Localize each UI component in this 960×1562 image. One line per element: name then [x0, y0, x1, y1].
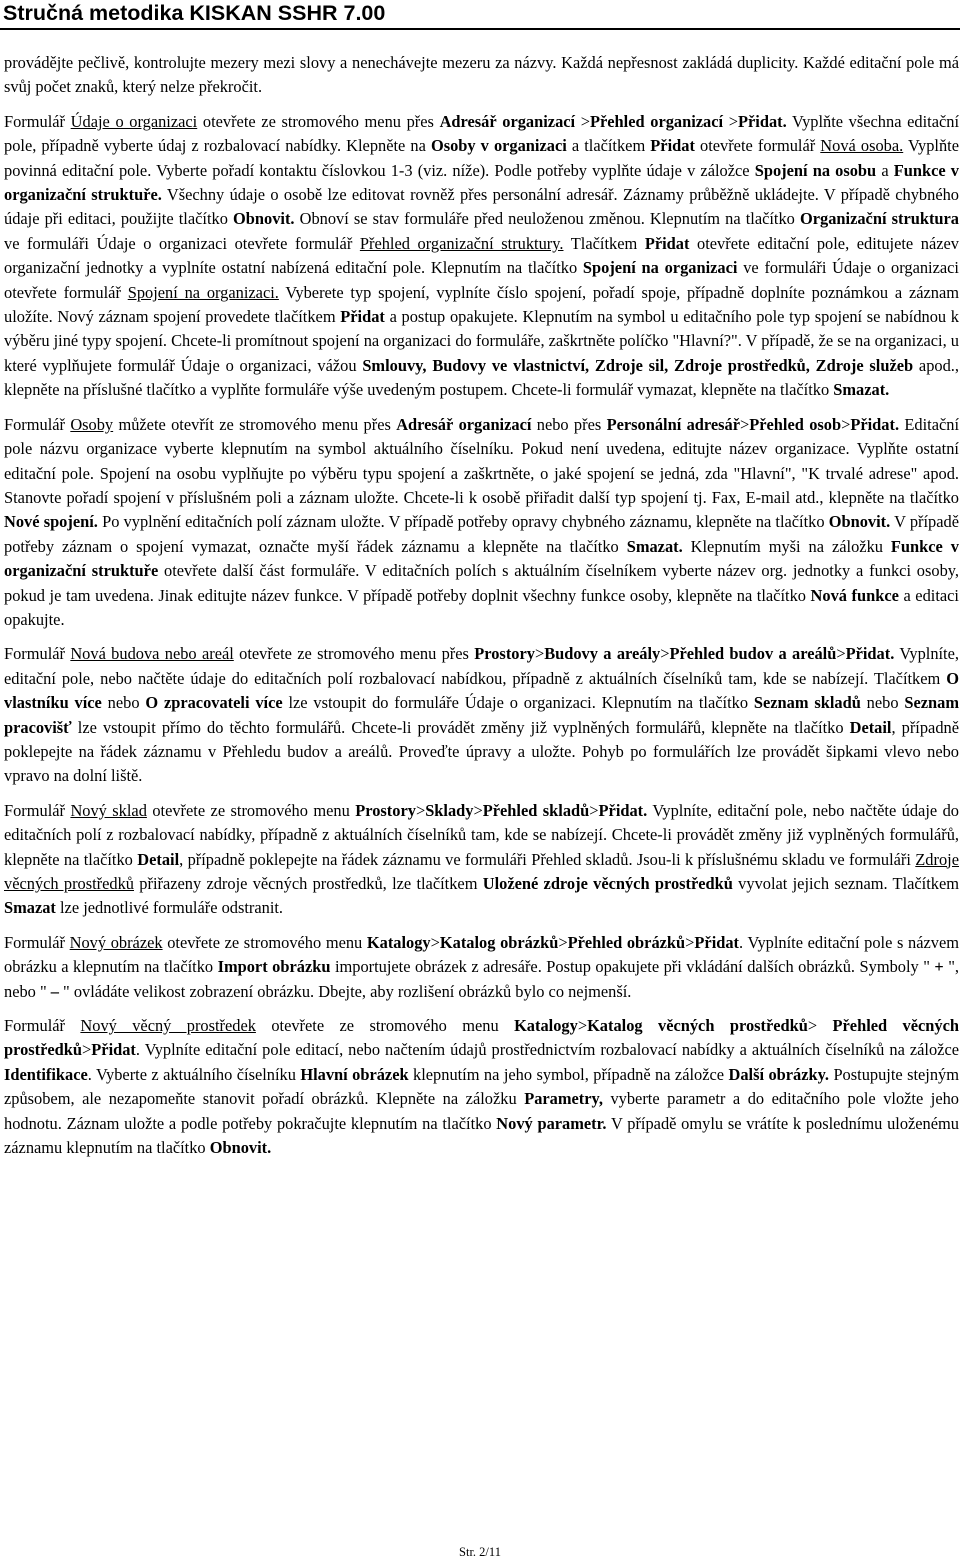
paragraph — [4, 1014, 959, 1160]
text-run: a tlačítkem — [566, 136, 651, 156]
bold-term: Spojení na osobu — [754, 160, 877, 180]
header-rule — [0, 28, 960, 30]
bold-term: Přidat — [650, 136, 695, 156]
bold-term: Smazat. — [626, 536, 683, 556]
text-run: a editaci opakujte. — [4, 585, 959, 629]
text-run: můžete otevřít ze stromového menu přes — [113, 414, 397, 434]
text-run: otevřete editační pole, editujete název organizační jednotky a vyplníte ostatní nabízená editační pole. Klepnutím na tlačítko — [4, 233, 959, 278]
bold-term: Spojení na organizaci — [582, 258, 738, 278]
text-run: lze jednotlivé formuláře odstranit. — [55, 898, 284, 918]
text-run: > — [685, 932, 695, 952]
bold-term: O vlastníku více — [4, 668, 959, 713]
text-run: otevřete formulář — [694, 136, 821, 156]
paragraph — [4, 110, 959, 403]
text-run: > — [534, 644, 545, 664]
bold-term: Funkce v organizační struktuře. — [4, 160, 960, 205]
text-run: lze vstoupit do formuláře Údaje o organizaci. Klepnutím na tlačítko — [282, 693, 754, 713]
bold-term: Další obrázky. — [728, 1064, 830, 1084]
bold-term: Osoby v organizaci — [430, 136, 567, 156]
bold-term: Import obrázku — [217, 957, 331, 977]
form-name: Údaje o organizaci — [70, 111, 198, 131]
bold-term: Detail — [849, 717, 892, 737]
bold-term: Parametry, — [524, 1089, 603, 1109]
bold-term: Přidat. — [845, 644, 895, 664]
bold-term: Nový parametr. — [496, 1113, 607, 1133]
bold-term: Přehled skladů — [482, 800, 590, 820]
text-run: Vyberete typ spojení, vyplníte číslo spojení, pořadí spoje, případně doplníte poznámkou a záznam uložíte. Nový záznam spojení provedete tlačítkem — [4, 282, 959, 327]
bold-term: Uložené zdroje věcných prostředků — [482, 874, 733, 893]
text-run: a postup opakujete. Klepnutím na symbol u editačního pole typ spojení se nabídnou k výběru jiné typy spojení. Chcete-li promítnout spojení na organizaci do formuláře, zaškrtněte políčko "Hlavní?". V případě, že se na organizaci, u které vyplňujete formulář Údaje o organizaci, vážou — [4, 307, 960, 375]
bold-term: Přidat. — [737, 111, 787, 131]
bold-term: Katalog věcných prostředků — [587, 1016, 808, 1036]
text-run: > — [807, 1016, 833, 1036]
text-run: . Vyplníte editační pole s názvem obrázku a klepnutím na tlačítko — [4, 932, 959, 977]
bold-term: Prostory — [355, 800, 416, 820]
text-run: Formulář — [4, 800, 71, 820]
bold-term: Prostory — [474, 644, 535, 664]
bold-term: Přidat. — [598, 800, 648, 820]
form-name: Nový věcný prostředek — [80, 1016, 256, 1036]
form-name: Nová budova nebo areál — [70, 644, 234, 664]
text-run: ve formuláři Údaje o organizaci otevřete formulář — [4, 233, 360, 253]
bold-term: Přidat — [340, 307, 385, 327]
text-run: Formulář — [4, 414, 71, 434]
text-run: ve formuláři Údaje o organizaci otevřete formulář — [4, 258, 959, 302]
bold-term: Přehled organizací — [589, 111, 724, 131]
text-run: vyvolat jejich seznam. Tlačítkem — [732, 874, 959, 893]
text-run: > — [430, 932, 440, 952]
text-run: Postupujte stejným způsobem, ale nezapomeňte stanovit pořadí obrázků. Klepněte na záložku — [4, 1064, 959, 1109]
bold-term: Přehled osob — [749, 414, 842, 434]
text-run: " ovládáte velikost zobrazení obrázku. Dbejte, aby rozlišení obrázků bylo co nejmenší. — [58, 981, 632, 1001]
text-run: > — [577, 1016, 588, 1036]
text-run: otevřete další část formuláře. V editačních polích s aktuálním číselníkem vyberte název org. jednotky a funkci osoby, pokud je tam uvedena. Jinak editujte název funkce. V případě potřeby doplnit všechny funkce osoby, klepněte na tlačítko — [4, 561, 959, 605]
bold-term: Přehled obrázků — [567, 932, 686, 952]
bold-term: O zpracovateli více — [145, 693, 283, 713]
text-run: , případně poklepejte na řádek záznamu v Přehledu budov a areálů. Proveďte úpravy a uložte. Pohyb po formulářích lze provádět šipkami vlevo nebo vpravo na dolní liště. — [4, 717, 959, 786]
text-run: Tlačítkem — [563, 233, 645, 253]
text-run: importujete obrázek z adresáře. Postup opakujete při vkládání dalších obrázků. Symboly " — [330, 957, 935, 977]
text-run: > — [723, 111, 738, 131]
bold-term: Smazat — [4, 898, 56, 918]
text-run: > — [660, 644, 670, 664]
text-run: Vyplníte, editační pole, nebo načtěte údaje do editačních polí z rozbalovací nabídky, případně z aktuálních číselníků tam, kde se nabízejí. Chcete-li provádět změny již vyplněných formulářů, klepněte na tlačítko — [4, 800, 959, 869]
form-name: Zdroje věcných prostředků — [4, 849, 959, 893]
bold-term: Organizační struktura — [800, 209, 960, 229]
text-run: > — [415, 800, 426, 820]
form-name: Osoby — [70, 414, 114, 434]
text-run: Vyplňte povinná editační pole. Vyberte pořadí kontaktu číslovkou 1-3 (viz. níže). Podle potřeby vyplňte údaje v záložce — [4, 136, 959, 180]
form-name: Nový obrázek — [69, 932, 163, 952]
bold-term: Smazat. — [833, 380, 890, 400]
text-run: Vyplňte všechna editační pole, případně vyberte údaj z rozbalovací nabídky. Klepněte na — [4, 111, 959, 156]
text-run: . Vyplníte editační pole editací, nebo načtením údajů prostřednictvím rozbalovací nabídky a aktuálních číselníků na záložce — [135, 1040, 959, 1060]
bold-term: Katalogy — [366, 932, 431, 952]
text-run: Formulář — [4, 1016, 81, 1036]
text-run: Obnoví se stav formuláře před neuloženou změnou. Klepnutím na tlačítko — [294, 209, 800, 229]
bold-term: Budovy a areály — [544, 644, 661, 664]
form-name: Spojení na organizaci. — [127, 282, 279, 302]
text-run: nebo přes — [531, 414, 607, 434]
text-run: otevřete ze stromového menu přes — [197, 111, 440, 131]
text-run: > — [82, 1040, 92, 1060]
text-run: V případě potřeby záznam o spojení vymazat, označte myší řádek záznamu a klepněte na tlačítko — [4, 512, 959, 556]
text-run: a — [876, 160, 894, 180]
bold-term: Sklady — [425, 800, 474, 820]
bold-term: Personální adresář — [606, 414, 740, 434]
text-run: > — [836, 644, 846, 664]
document-body — [4, 51, 959, 1170]
text-run: Po vyplnění editačních polí záznam uložte. V případě potřeby opravy chybného záznamu, klepněte na tlačítko — [97, 512, 829, 532]
bold-term: Přehled věcných prostředků — [4, 1016, 959, 1060]
form-name: Přehled organizační struktury. — [359, 233, 564, 253]
text-run: Formulář — [4, 644, 71, 664]
bold-term: Detail — [137, 849, 180, 869]
text-run: Vyplníte, editační pole, nebo načtěte údaje do editačních polí rozbalovací nabídkou, případně z aktuálních číselníků tam, kde se nabízejí. Tlačítkem — [4, 644, 959, 688]
bold-term: Adresář organizací — [439, 111, 576, 131]
bold-term: Přidat — [91, 1040, 136, 1060]
bold-term: Přehled budov a areálů — [669, 644, 837, 664]
bold-term: Hlavní obrázek — [300, 1064, 409, 1084]
text-run: klepnutím na jeho symbol, případně na záložce — [408, 1064, 729, 1084]
text-run: Editační pole názvu organizace vyberte klepnutím na symbol aktuálního číselníku. Pokud není uvedena, editujte název organizace. Vyplňte ostatní editační pole. Spojení na osobu vyplňujte po výběru typu spojení a zaškrtněte, o jaké spojení se jedná, zda "Hlavní", "K trvalé adrese" apod. Stanovte pořadí spojení v příslušném poli a záznam uložte. Chcete-li k osobě přiřadit další typ spojení tj. Fax, E-mail atd., klepněte na tlačítko — [4, 414, 960, 507]
text-run: přiřazeny zdroje věcných prostředků, lze tlačítkem — [134, 874, 483, 893]
text-run: provádějte pečlivě, kontrolujte mezery mezi slovy a nenechávejte mezeru za názvy. Každá nepřesnost zakládá duplicity. Každé editační pole má svůj počet znaků, který nelze překročit. — [4, 53, 959, 97]
bold-term: Obnovit. — [233, 209, 295, 229]
bold-term: – — [50, 981, 59, 1001]
text-run: lze vstoupit přímo do těchto formulářů. Chcete-li provádět změny již vyplněných formulářů, klepněte na tlačítko — [71, 717, 850, 737]
text-run: > — [589, 800, 599, 820]
paragraph — [4, 799, 959, 921]
text-run: > — [575, 111, 590, 131]
document-header-title: Stručná metodika KISKAN SSHR 7.00 — [3, 1, 386, 25]
text-run: > — [558, 932, 568, 952]
bold-term: Seznam skladů — [753, 693, 861, 713]
text-run: vyberte parametr a do editačního pole vložte jeho hodnotu. Záznam uložte a podle potřeby pokračujte klepnutím na tlačítko — [4, 1089, 959, 1133]
text-run: Formulář — [4, 932, 70, 952]
bold-term: Přidat — [644, 233, 690, 253]
bold-term: Katalog obrázků — [439, 932, 559, 952]
text-run: , případně poklepejte na řádek záznamu ve formuláři Přehled skladů. Jsou-li k příslušnému skladu ve formuláři — [179, 849, 916, 869]
bold-term: Adresář organizací — [396, 414, 532, 434]
text-run: V případě omylu se vrátíte k poslednímu uloženému záznamu klepnutím na tlačítko — [4, 1113, 959, 1158]
form-name: Nový sklad — [70, 800, 147, 820]
text-run: ", nebo " — [4, 957, 959, 1001]
form-name: Nová osoba. — [820, 136, 904, 156]
bold-term: Smlouvy, Budovy ve vlastnictví, Zdroje sil, Zdroje prostředků, Zdroje služeb — [362, 355, 914, 375]
text-run: . Vyberte z aktuálního číselníku — [87, 1064, 301, 1084]
text-run: > — [473, 800, 483, 820]
text-run: otevřete ze stromového menu přes — [233, 644, 475, 664]
bold-term: Obnovit. — [828, 512, 891, 532]
text-run: apod., klepněte na příslušné tlačítko a vyplňte formuláře výše uvedeným postupem. Chcete-li formulář vymazat, klepněte na tlačítko — [4, 355, 959, 400]
bold-term: Katalogy — [514, 1016, 578, 1036]
text-run: > — [740, 414, 750, 434]
bold-term: + — [934, 957, 944, 977]
bold-term: Identifikace — [4, 1064, 88, 1084]
paragraph — [4, 642, 959, 788]
text-run: otevřete ze stromového menu — [162, 932, 367, 952]
text-run: otevřete ze stromového menu — [255, 1016, 515, 1036]
text-run: Formulář — [4, 111, 71, 131]
bold-term: Obnovit. — [209, 1138, 272, 1158]
text-run: nebo — [860, 693, 905, 713]
bold-term: Funkce v organizační struktuře — [4, 536, 959, 581]
text-run: nebo — [101, 693, 146, 713]
paragraph — [4, 51, 959, 100]
paragraph — [4, 413, 959, 633]
bold-term: Přidat. — [850, 414, 900, 434]
text-run: Klepnutím myši na záložku — [682, 536, 891, 556]
bold-term: Nová funkce — [810, 585, 899, 605]
page-number: Str. 2/11 — [459, 1545, 501, 1559]
bold-term: Přidat — [694, 932, 740, 952]
text-run: > — [841, 414, 851, 434]
bold-term: Seznam pracovišť — [4, 693, 959, 737]
bold-term: Nové spojení. — [4, 512, 98, 532]
text-run: otevřete ze stromového menu — [146, 800, 356, 820]
paragraph — [4, 931, 959, 1004]
text-run: Všechny údaje o osobě lze editovat rovněž přes personální adresář. Záznamy průběžně ukládejte. V případě chybného údaje při editaci, použijte tlačítko — [4, 185, 959, 229]
